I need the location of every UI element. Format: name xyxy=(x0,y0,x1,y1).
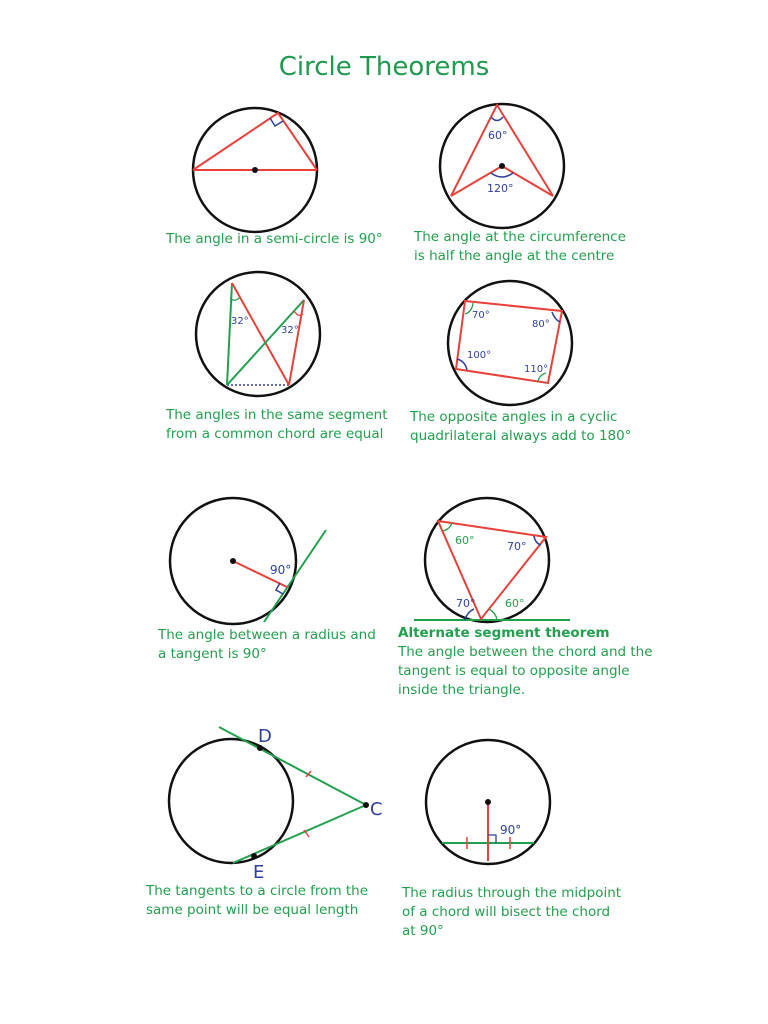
caption-line: The angle in a semi-circle is 90° xyxy=(166,231,383,247)
diagram-same-segment xyxy=(196,272,320,396)
circle xyxy=(448,281,572,405)
caption-alternate-segment xyxy=(398,624,653,700)
angle-label-60-bottom: 60° xyxy=(505,597,525,610)
caption-line: The tangents to a circle from the xyxy=(146,883,369,899)
angle-label-a: 32° xyxy=(231,316,249,327)
angle-arc-60-top xyxy=(443,523,452,531)
caption-line: same point will be equal length xyxy=(146,902,359,918)
angle-label-110: 110° xyxy=(524,364,549,375)
green-line-b xyxy=(227,300,304,385)
label-d: D xyxy=(258,726,272,747)
centre-point xyxy=(230,558,236,564)
caption-line: The angles in the same segment xyxy=(166,407,388,423)
caption-line: quadrilateral always add to 180° xyxy=(410,428,632,444)
centre-point xyxy=(485,799,491,805)
point-c xyxy=(363,802,369,808)
label-c: C xyxy=(370,799,383,820)
caption-line: of a chord will bisect the chord xyxy=(402,904,611,920)
caption-tangent-radius xyxy=(158,626,376,664)
diagram-semicircle xyxy=(193,108,317,232)
centre-point xyxy=(499,163,505,169)
angle-arc-60-bottom xyxy=(489,609,497,620)
caption-heading: Alternate segment theorem xyxy=(398,625,610,641)
caption-line: a tangent is 90° xyxy=(158,646,267,662)
point-e xyxy=(251,853,257,859)
caption-radius-bisects-chord xyxy=(402,884,621,941)
centre-angle-label: 120° xyxy=(487,182,514,195)
centre-angle-arc xyxy=(491,173,513,177)
caption-same-segment xyxy=(166,406,388,444)
diagram-radius-bisects-chord xyxy=(426,740,550,864)
caption-line: The angle between the chord and the xyxy=(398,644,653,660)
caption-line: The angle at the circumference xyxy=(414,229,626,245)
circle xyxy=(196,272,320,396)
diagram-alternate-segment xyxy=(414,498,570,622)
label-e: E xyxy=(253,862,265,883)
page-title: Circle Theorems xyxy=(278,52,490,82)
angle-label-70-top: 70° xyxy=(507,540,527,553)
angle-label-70: 70° xyxy=(472,310,490,321)
caption-line: from a common chord are equal xyxy=(166,426,384,442)
top-angle-arc xyxy=(491,117,503,121)
caption-line: inside the triangle. xyxy=(398,682,526,698)
angle-arc-100 xyxy=(457,359,467,370)
angle-label-80: 80° xyxy=(532,319,550,330)
inscribed-triangle xyxy=(193,113,317,170)
caption-equal-tangents xyxy=(146,882,368,920)
diagram-cyclic-quadrilateral xyxy=(448,281,572,405)
caption-line: The angle between a radius and xyxy=(158,627,376,643)
caption-line: tangent is equal to opposite angle xyxy=(398,663,630,679)
diagram-tangent-radius xyxy=(170,498,326,624)
angle-label: 90° xyxy=(500,823,522,837)
caption-line: The opposite angles in a cyclic xyxy=(410,409,618,425)
angle-label-100: 100° xyxy=(467,350,492,361)
right-angle-marker xyxy=(488,835,496,843)
caption-semicircle xyxy=(166,230,383,249)
top-angle-label: 60° xyxy=(488,129,508,142)
circle xyxy=(425,498,549,622)
caption-line: The radius through the midpoint xyxy=(402,885,622,901)
caption-line: at 90° xyxy=(402,923,444,939)
angle-label-60-top: 60° xyxy=(455,534,475,547)
caption-centre-angle xyxy=(414,228,626,266)
caption-line: is half the angle at the centre xyxy=(414,248,615,264)
centre-point xyxy=(252,167,258,173)
angle-arc-80 xyxy=(552,312,560,322)
angle-label: 90° xyxy=(270,563,292,577)
caption-cyclic-quadrilateral xyxy=(410,408,631,446)
diagram-equal-tangents xyxy=(169,726,383,883)
diagram-centre-angle xyxy=(440,104,564,228)
angle-label-70-bottom: 70° xyxy=(456,597,476,610)
angle-label-b: 32° xyxy=(281,325,299,336)
